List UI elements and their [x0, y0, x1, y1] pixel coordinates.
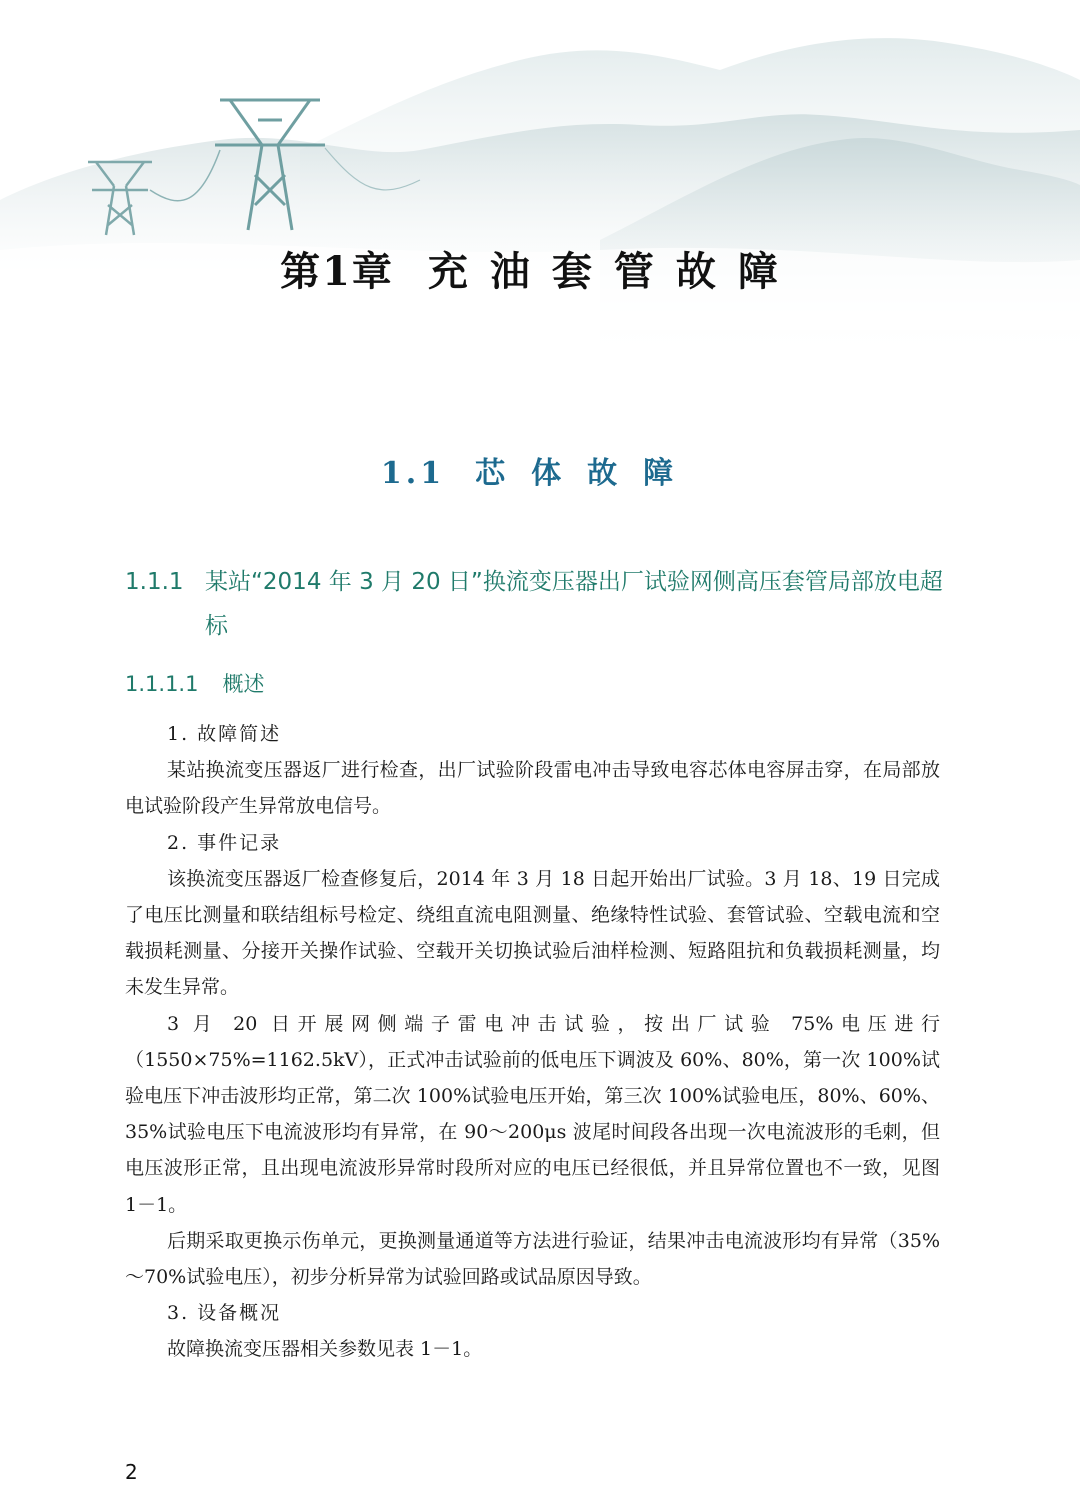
- paragraph: 某站换流变压器返厂进行检查，出厂试验阶段雷电冲击导致电容芯体电容屏击穿，在局部放电试验阶段产生异常放电信号。: [125, 759, 940, 818]
- subsection-number: 1.1.1: [125, 569, 184, 595]
- page-number: 2: [125, 1460, 138, 1484]
- subsubsection-title: 概述: [222, 672, 265, 696]
- subsubsection-heading: [125, 668, 264, 698]
- landscape-banner: [0, 0, 1080, 400]
- subsection-heading: [125, 560, 955, 648]
- numbered-heading: 3. 设备概况: [167, 1302, 282, 1325]
- section-title-text: 芯体故障: [475, 456, 700, 491]
- body-text: [125, 716, 940, 1368]
- subsection-title: 某站“2014 年 3 月 20 日”换流变压器出厂试验网侧高压套管局部放电超标: [205, 569, 943, 639]
- paragraph: 后期采取更换示伤单元，更换测量通道等方法进行验证，结果冲击电流波形均有异常（35%～70%试验电压），初步分析异常为试验回路或试品原因导致。: [125, 1229, 940, 1289]
- chapter-title-text: 充油套管故障: [427, 248, 800, 295]
- section-title: [0, 448, 1080, 492]
- section-number: 1.1: [380, 456, 446, 491]
- paragraph: 3 月 20 日开展网侧端子雷电冲击试验，按出厂试验 75%电压进行（1550×75%=1162.5kV），正式冲击试验前的低电压下调波及 60%、80%，第一次 100%试验电压下冲击波形均正常，第二次 100%试验电压开始，第三次 100%试验电压，80%、60%、35%试验电压下电流波形均有异常，在 90～200μs 波尾时间段各出现一次电流波形的毛刺，但电压波形正常，且出现电流波形异常时段所对应的电压已经很低，并且异常位置也不一致，见图 1－1。: [125, 1012, 940, 1216]
- numbered-heading: 1. 故障简述: [167, 723, 282, 745]
- paragraph: 故障换流变压器相关参数见表 1－1。: [167, 1338, 483, 1361]
- chapter-number: 第1章: [280, 248, 394, 295]
- paragraph: 该换流变压器返厂检查修复后，2014 年 3 月 18 日起开始出厂试验。3 月 18、19 日完成了电压比测量和联结组标号检定、绕组直流电阻测量、绝缘特性试验、套管试验、空载电流和空载损耗测量、分接开关操作试验、空载开关切换试验后油样检测、短路阻抗和负载损耗测量，均未发生异常。: [125, 867, 940, 999]
- subsubsection-number: 1.1.1.1: [125, 672, 199, 696]
- numbered-heading: 2. 事件记录: [167, 831, 282, 854]
- chapter-title: [0, 240, 1080, 297]
